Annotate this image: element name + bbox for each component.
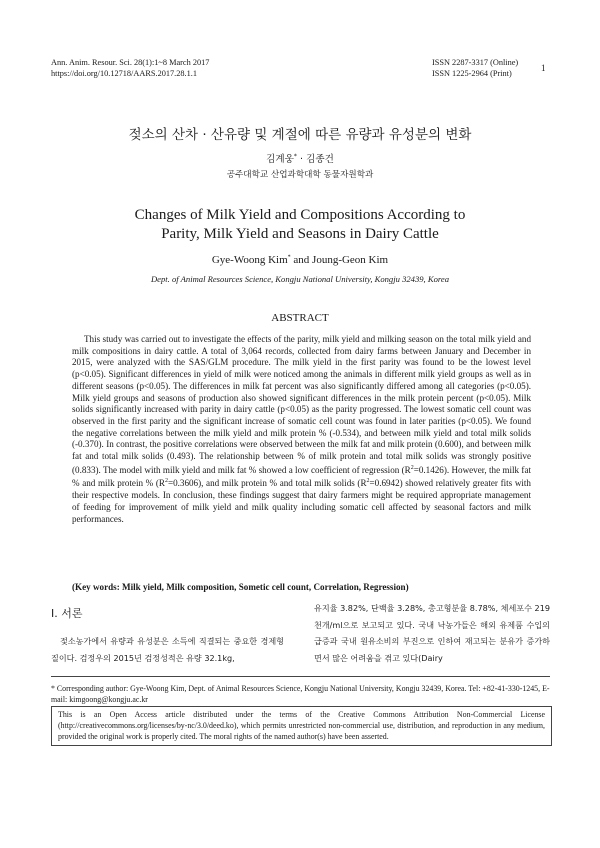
english-authors [0, 254, 600, 266]
issn-online: ISSN 2287-3317 (Online) [432, 58, 519, 67]
author-separator: · [296, 154, 307, 165]
korean-author-2: 김종건 [306, 154, 334, 165]
superscript-2: 2 [164, 478, 168, 485]
superscript-2: 2 [366, 478, 370, 485]
abstract-text-4: =0.6942) showed relatively greater fits with their respective models. In conclusion, these findings suggest that dairy farmers might be required appropriate management of feeding for improvement of milk yield and milk quality including somatic cell affected by seasonal factors and milk performances. [72, 478, 531, 524]
journal-line: Ann. Anim. Resour. Sci. 28(1):1~8 March 2017 [51, 58, 210, 67]
doi-line: https://doi.org/10.12718/AARS.2017.28.1.1 [51, 69, 197, 78]
open-access-license-box: This is an Open Access article distributed under the terms of the Creative Commons Attribution Non-Commercial License (http://creativecommons.org/licenses/by-nc/3.0/deed.ko), which permits unrestricted non-commercial use, distribution, and reproduction in any medium, provided the original work is properly cited. The moral rights of the named author(s) have been asserted. [51, 706, 552, 746]
english-title [0, 206, 600, 244]
english-title-line-2: Parity, Milk Yield and Seasons in Dairy Cattle [161, 226, 439, 242]
english-affiliation: Dept. of Animal Resources Science, Kongju National University, Kongju 32439, Korea [150, 274, 450, 284]
korean-affiliation: 공주대학교 산업과학대학 동물자원학과 [226, 170, 374, 180]
footnote-divider [51, 676, 550, 677]
korean-author-1: 김계웅 [266, 154, 294, 165]
english-author-rest: and Joung-Geon Kim [290, 254, 389, 266]
corresponding-mark: * [293, 152, 297, 160]
intro-right-column: 유지율 3.82%, 단백율 3.28%, 총고형분율 8.78%, 체세포수 219천개/ml으로 보고되고 있다. 국내 낙농가들은 해외 유제품 수입의 급증과 국내 원유소비의 부진으로 인하여 재고되는 분유가 증가하면서 많은 어려움을 겪고 있다(Dairy [314, 603, 550, 663]
abstract-text-1: This study was carried out to investigate the effects of the parity, milk yield and milking season on the total milk yield and milk compositions in dairy cattle. A total of 3,064 records, collected from dairy farms between January and December in 2015, were analyzed with the SAS/GLM procedure. The milk yield in the first parity was found to be the lowest level (p<0.05). Significant differences in yield of milk were noticed among the animals in different milk yield groups as well as in different seasons (p<0.05). The differences in milk fat percent was also significantly differed among all categories (p<0.05). Milk yield groups and seasons of production also showed significant differences in the milk protein percent (p<0.05). Milk solids significantly increased with parity in dairy cattle (p<0.05) as the parity progressed. The lowest somatic cell count was observed in the first parity and the significant increase of somatic cell count was found in later parities (p<0.05). We found the negative correlations between the milk yield and milk protein % (-0.534), and between milk yield and total milk solids (-0.370). In contrast, the positive correlations were observed between the milk fat and milk protein (0.600), and between milk fat and total milk solids (0.493). The relationship between % of milk protein and total milk solids was strongly positive (0.833). The model with milk yield and milk fat % showed a low coefficient of regression (R [72, 334, 531, 475]
introduction-heading: Ⅰ. 서론 [51, 607, 83, 620]
superscript-2: 2 [410, 464, 414, 471]
abstract-heading: ABSTRACT [271, 312, 329, 324]
english-title-line-1: Changes of Milk Yield and Compositions According to [134, 207, 466, 223]
english-corresponding-mark: * [287, 254, 291, 261]
corresponding-author-footnote: * Corresponding author: Gye-Woong Kim, Dept. of Animal Resources Science, Kongju National University, Kongju 32439, Korea. Tel: +82-41-330-1245, E-mail: kimgoong@kongju.ac.kr [51, 684, 550, 704]
abstract-body [72, 334, 531, 525]
keywords: (Key words: Milk yield, Milk composition, Sometic cell count, Correlation, Regression) [72, 582, 409, 592]
journal-citation [51, 57, 209, 79]
issn-print: ISSN 1225-2964 (Print) [432, 69, 512, 78]
korean-authors [0, 151, 600, 165]
intro-left-column: 젖소농가에서 유량과 유성분은 소득에 직결되는 중요한 경제형질이다. 검정우의 2015년 검정성적은 유량 32.1kg, [51, 636, 284, 663]
page-number: 1 [541, 63, 546, 73]
abstract-text-2: =0.1426). However, the milk fat % and milk protein % (R [72, 464, 532, 489]
english-author-1: Gye-Woong Kim [211, 254, 288, 266]
korean-title: 젖소의 산차 · 산유량 및 계절에 따른 유량과 유성분의 변화 [128, 127, 472, 143]
issn-block [432, 57, 518, 79]
abstract-text-3: =0.3606), and milk protein % and total milk solids (R [167, 478, 367, 489]
